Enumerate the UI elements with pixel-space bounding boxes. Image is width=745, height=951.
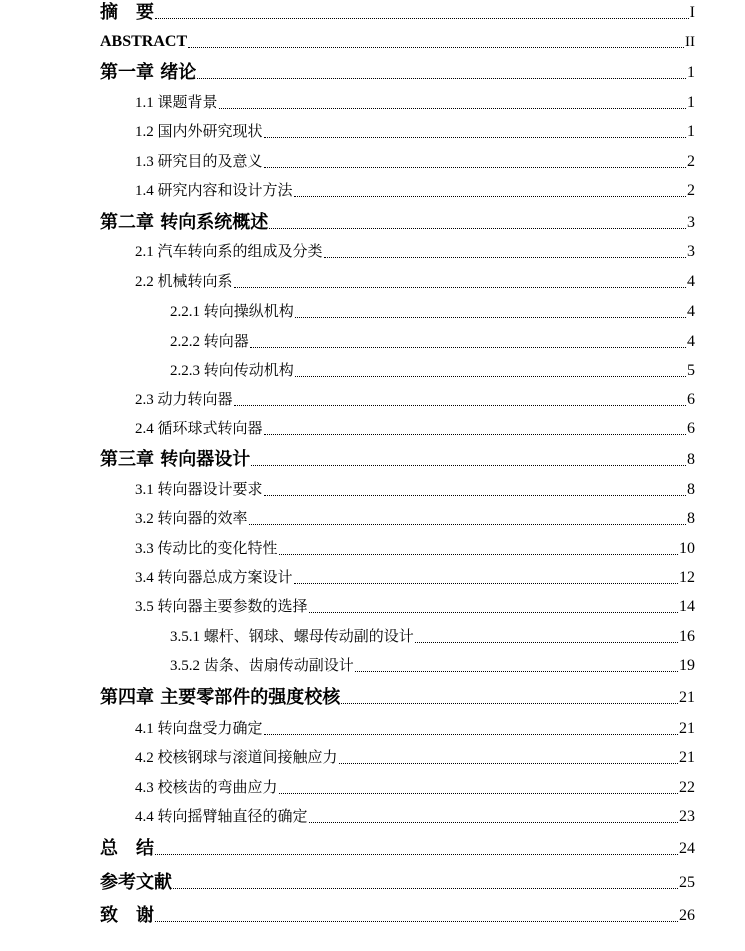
toc-entry[interactable] [100, 30, 695, 54]
toc-entry-title: 2.2.2 转向器 [170, 334, 249, 350]
dot-leader [234, 287, 686, 288]
toc-entry[interactable] [135, 179, 695, 203]
toc-entry-page: 2 [687, 182, 695, 199]
toc-entry-page: 1 [687, 64, 695, 81]
toc-entry-title: 第四章 主要零部件的强度校核 [100, 687, 341, 708]
dot-leader [264, 734, 678, 735]
toc-entry-page: 26 [679, 907, 695, 924]
toc-entry-page: 14 [679, 598, 695, 615]
toc-entry-page: 21 [679, 689, 695, 706]
toc-entry[interactable] [135, 776, 695, 800]
toc-entry-title: 第二章 转向系统概述 [100, 212, 269, 233]
toc-entry-title: 3.1 转向器设计要求 [135, 482, 263, 498]
toc-entry[interactable] [100, 837, 695, 861]
toc-entry-page: 1 [687, 94, 695, 111]
dot-leader [173, 888, 678, 889]
toc-entry-page: 3 [687, 214, 695, 231]
toc-entry-page: 10 [679, 540, 695, 557]
toc-entry-title: 4.2 校核钢球与滚道间接触应力 [135, 750, 338, 766]
dot-leader [264, 167, 686, 168]
toc-entry-title: 3.5.1 螺杆、钢球、螺母传动副的设计 [170, 629, 414, 645]
toc-entry-page: 4 [687, 333, 695, 350]
toc-entry[interactable] [135, 120, 695, 144]
dot-leader [264, 434, 686, 435]
toc-entry-title: 4.4 转向摇臂轴直径的确定 [135, 809, 308, 825]
dot-leader [155, 18, 689, 19]
toc-entry[interactable] [135, 417, 695, 441]
dot-leader [279, 554, 678, 555]
toc-entry[interactable] [170, 359, 695, 383]
dot-leader [295, 376, 686, 377]
dot-leader [219, 108, 686, 109]
toc-entry-page: 21 [679, 749, 695, 766]
toc-entry-page: 8 [687, 451, 695, 468]
dot-leader [309, 822, 678, 823]
dot-leader [234, 405, 686, 406]
toc-entry-page: 25 [679, 874, 695, 891]
toc-entry-title: 总 结 [100, 838, 154, 859]
toc-entry[interactable] [135, 537, 695, 561]
toc-entry[interactable] [170, 300, 695, 324]
toc-entry-page: 22 [679, 779, 695, 796]
toc-entry[interactable] [100, 1, 695, 25]
dot-leader [264, 495, 686, 496]
toc-entry[interactable] [100, 904, 695, 928]
toc-entry[interactable] [135, 507, 695, 531]
toc-entry[interactable] [135, 746, 695, 770]
toc-entry-title: 致 谢 [100, 905, 154, 926]
toc-entry[interactable] [135, 717, 695, 741]
toc-entry-page: 21 [679, 720, 695, 737]
dot-leader [269, 228, 686, 229]
toc-entry-title: 1.4 研究内容和设计方法 [135, 183, 293, 199]
toc-entry[interactable] [100, 871, 695, 895]
dot-leader [324, 257, 686, 258]
toc-entry-page: 6 [687, 391, 695, 408]
toc-entry-page: 5 [687, 362, 695, 379]
dot-leader [279, 793, 678, 794]
dot-leader [355, 671, 678, 672]
toc-entry-title: 1.3 研究目的及意义 [135, 154, 263, 170]
dot-leader [309, 612, 678, 613]
toc-entry[interactable] [135, 150, 695, 174]
toc-entry-title: 2.4 循环球式转向器 [135, 421, 263, 437]
toc-entry-page: 23 [679, 808, 695, 825]
toc-entry[interactable] [135, 566, 695, 590]
toc-entry-page: 1 [687, 123, 695, 140]
dot-leader [249, 524, 686, 525]
toc-entry-title: 2.1 汽车转向系的组成及分类 [135, 244, 323, 260]
toc-entry-page: II [685, 34, 695, 50]
toc-entry[interactable] [100, 61, 695, 85]
toc-entry-title: 第一章 绪论 [100, 62, 197, 83]
dot-leader [250, 347, 686, 348]
dot-leader [294, 583, 678, 584]
toc-entry[interactable] [135, 595, 695, 619]
toc-entry-title: 3.4 转向器总成方案设计 [135, 570, 293, 586]
toc-entry[interactable] [170, 330, 695, 354]
toc-entry-title: 4.1 转向盘受力确定 [135, 721, 263, 737]
toc-entry[interactable] [135, 805, 695, 829]
toc-entry[interactable] [135, 240, 695, 264]
toc-entry-title: 3.5.2 齿条、齿扇传动副设计 [170, 658, 354, 674]
toc-entry[interactable] [135, 388, 695, 412]
toc-entry-title: 2.2 机械转向系 [135, 274, 233, 290]
toc-entry[interactable] [100, 211, 695, 235]
toc-entry-title: 2.3 动力转向器 [135, 392, 233, 408]
dot-leader [341, 703, 678, 704]
dot-leader [294, 196, 686, 197]
toc-entry-title: ABSTRACT [100, 33, 188, 50]
toc-entry-title: 3.3 传动比的变化特性 [135, 541, 278, 557]
toc-entry-title: 参考文献 [100, 872, 172, 893]
toc-entry-page: 4 [687, 273, 695, 290]
toc-entry-title: 摘 要 [100, 2, 154, 23]
dot-leader [155, 854, 678, 855]
dot-leader [295, 317, 686, 318]
toc-entry-page: 16 [679, 628, 695, 645]
toc-entry-title: 2.2.3 转向传动机构 [170, 363, 294, 379]
toc-entry-title: 第三章 转向器设计 [100, 449, 251, 470]
toc-entry-title: 2.2.1 转向操纵机构 [170, 304, 294, 320]
toc-entry-page: 2 [687, 153, 695, 170]
toc-entry[interactable] [100, 686, 695, 710]
toc-entry-page: I [689, 4, 695, 21]
toc-entry-page: 24 [679, 840, 695, 857]
toc-entry[interactable] [170, 625, 695, 649]
toc-entry[interactable] [135, 270, 695, 294]
toc-entry-page: 4 [687, 303, 695, 320]
toc-entry-page: 8 [687, 510, 695, 527]
toc-entry-title: 1.1 课题背景 [135, 95, 218, 111]
toc-entry-title: 3.2 转向器的效率 [135, 511, 248, 527]
dot-leader [415, 642, 678, 643]
toc-entry[interactable] [170, 654, 695, 678]
toc-entry-title: 1.2 国内外研究现状 [135, 124, 263, 140]
toc-entry-page: 12 [679, 569, 695, 586]
dot-leader [197, 78, 686, 79]
toc-entry-page: 6 [687, 420, 695, 437]
toc-entry-title: 4.3 校核齿的弯曲应力 [135, 780, 278, 796]
toc-entry-title: 3.5 转向器主要参数的选择 [135, 599, 308, 615]
toc-entry[interactable] [135, 91, 695, 115]
toc-entry-page: 3 [687, 243, 695, 260]
dot-leader [251, 465, 686, 466]
toc-entry[interactable] [135, 478, 695, 502]
toc-entry-page: 19 [679, 657, 695, 674]
toc-entry[interactable] [100, 448, 695, 472]
toc-entry-page: 8 [687, 481, 695, 498]
dot-leader [155, 921, 678, 922]
dot-leader [188, 47, 684, 48]
dot-leader [264, 137, 686, 138]
dot-leader [339, 763, 678, 764]
